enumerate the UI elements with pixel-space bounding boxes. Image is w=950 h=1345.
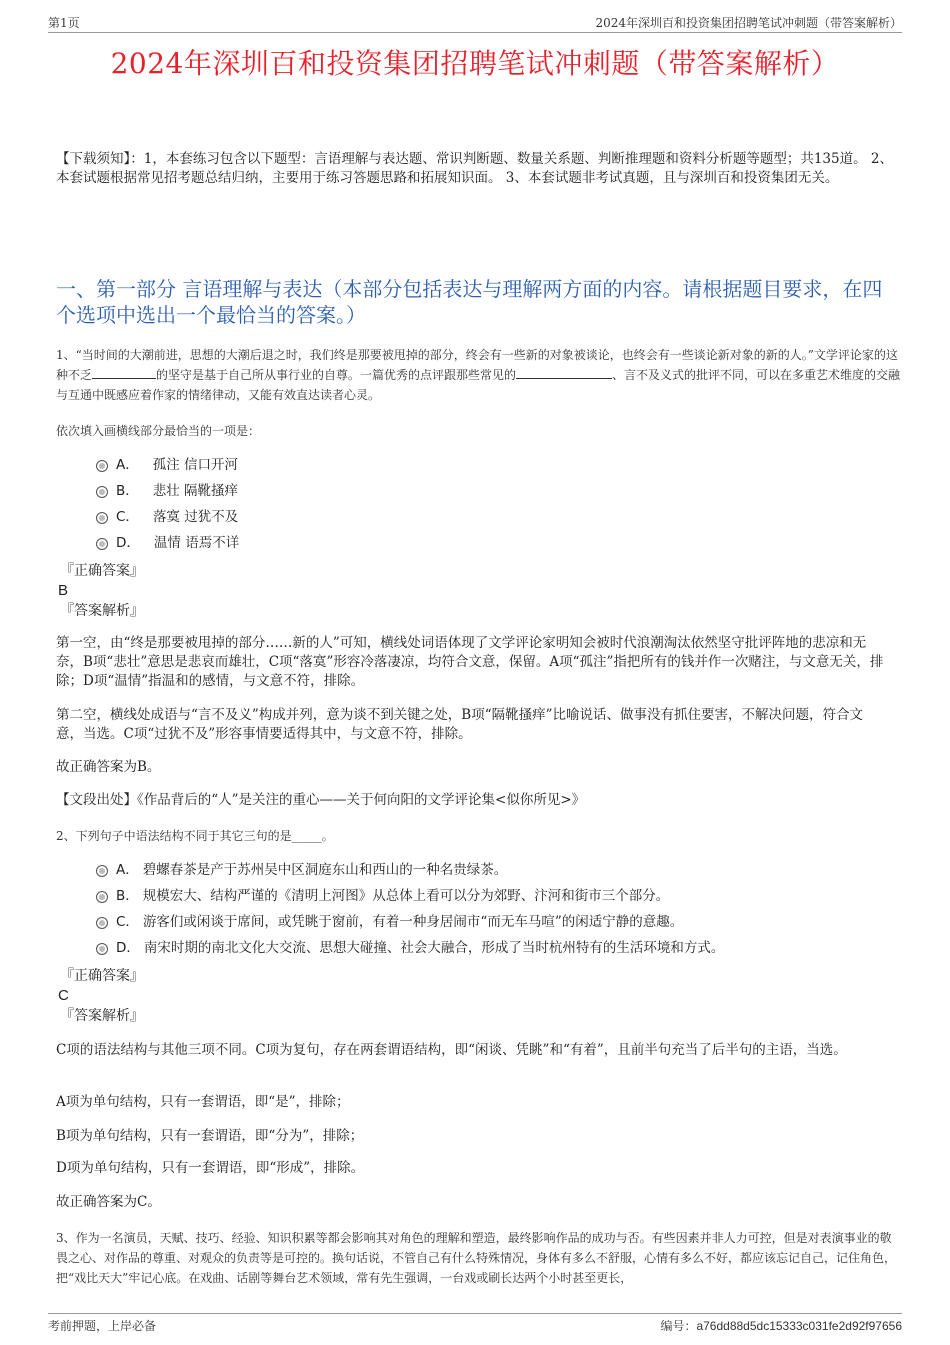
question-1-stem: 1、“当时间的大潮前进，思想的大潮后退之时，我们终是那要被甩掉的部分，终会有一些新的对象被谈论，也终会有一些谈论新对象的新的人。”文学评论家的这种不乏 的坚守是基于自己所从事行业的自尊。一篇优秀的点评跟那些常见的 、言不及义式的批评不同，可以在多重艺术维度的交融与互通中既感应着作家的情绪律动，又能有效直达读者心灵。 (56, 348, 901, 402)
question-2-analysis-2: A项为单句结构，只有一套谓语，即“是”，排除； (56, 1094, 350, 1110)
question-2-analysis-label: 『答案解析』 (60, 1008, 144, 1024)
question-2-analysis-3: B项为单句结构，只有一套谓语，即“分为”，排除； (56, 1128, 364, 1144)
question-2-conclusion: 故正确答案为C。 (56, 1194, 161, 1210)
page-header (48, 14, 902, 33)
question-2-option-b[interactable]: B． 规模宏大、结构严谨的《清明上河图》从总体上看可以分为郊野、汴河和街市三个部分。 (96, 885, 669, 907)
question-1-option-b[interactable]: B． 悲壮 隔靴搔痒 (96, 480, 238, 502)
question-2-analysis-1: C项的语法结构与其他三项不同。C项为复句，存在两套谓语结构，即“闲谈、凭眺”和“有着”，且前半句充当了后半句的主语，当选。 (56, 1042, 847, 1058)
page-footer (48, 1313, 902, 1333)
page-number: 第1页 (48, 16, 80, 30)
radio-icon[interactable] (96, 865, 108, 877)
question-2-analysis-4: D项为单句结构，只有一套谓语，即“形成”，排除。 (56, 1160, 365, 1176)
radio-icon[interactable] (96, 943, 108, 955)
blank-1 (92, 366, 156, 379)
question-2-answer-label: 『正确答案』 (60, 968, 144, 984)
question-3-stem: 3、作为一名演员，天赋、技巧、经验、知识积累等都会影响其对角色的理解和塑造，最终影响作品的成功与否。有些因素并非人力可控，但是对表演事业的敬畏之心、对作品的尊重、对观众的负责等是可控的。换句话说，不管自己有什么特殊情况，身体有多么不舒服，心情有多么不好，都应该忘记自己，记住角色，把“戏比天大”牢记心底。在戏曲、话剧等舞台艺术领域，常有先生强调，一台戏或刷长达两个小时甚至更长， (56, 1231, 897, 1285)
question-1-option-d[interactable]: D． 温情 语焉不详 (96, 532, 239, 554)
radio-icon[interactable] (96, 891, 108, 903)
question-2-answer: C (58, 987, 69, 1004)
question-1-option-a[interactable]: A． 孤注 信口开河 (96, 454, 238, 476)
question-1-source: 【文段出处】《作品背后的“人”是关注的重心——关于何向阳的文学评论集<似你所见>》 (56, 792, 586, 808)
question-2-option-c[interactable]: C． 游客们或闲谈于席间，或凭眺于窗前，有着一种身居闹市“而无车马喧”的闲适宁静的意趣。 (96, 911, 683, 933)
radio-icon[interactable] (96, 538, 108, 550)
blank-2 (516, 366, 612, 379)
download-notice: 【下载须知】：1，本套练习包含以下题型：言语理解与表达题、常识判断题、数量关系题、判断推理题和资料分析题等题型；共135道。 2、本套试题根据常见招考题总结归纳，主要用于练习答题思路和拓展知识面。 3、本套试题非考试真题，且与深圳百和投资集团无关。 (56, 151, 893, 186)
section-heading: 一、第一部分 言语理解与表达（本部分包括表达与理解两方面的内容。请根据题目要求，在四个选项中选出一个最恰当的答案。） (56, 277, 883, 327)
question-2-option-a[interactable]: A． 碧螺春茶是产于苏州吴中区洞庭东山和西山的一种名贵绿茶。 (96, 859, 507, 881)
footer-slogan: 考前押题，上岸必备 (48, 1319, 157, 1333)
page-title: 2024年深圳百和投资集团招聘笔试冲刺题（带答案解析） (110, 47, 840, 80)
footer-code: 编号：a76dd88d5dc15333c031fe2d92f97656 (660, 1319, 902, 1333)
radio-icon[interactable] (96, 460, 108, 472)
question-1-answer: B (58, 582, 69, 599)
question-2-option-d[interactable]: D． 南宋时期的南北文化大交流、思想大碰撞、社会大融合，形成了当时杭州特有的生活环境和方式。 (96, 937, 724, 959)
question-1-analysis-1: 第一空，由“终是那要被甩掉的部分……新的人”可知，横线处词语体现了文学评论家明知会被时代浪潮淘汰依然坚守批评阵地的悲凉和无奈，B项“悲壮”意思是悲哀而雄壮，C项“落寞”形容冷落凄凉，均符合文意，保留。A项“孤注”指把所有的钱并作一次赌注，与文意无关，排除；D项“温情”指温和的感情，与文意不符，排除。 (56, 635, 884, 689)
question-1-instruction: 依次填入画横线部分最恰当的一项是： (56, 424, 261, 438)
header-doc-title: 2024年深圳百和投资集团招聘笔试冲刺题（带答案解析） (595, 16, 902, 30)
question-1-analysis-label: 『答案解析』 (60, 603, 144, 619)
question-2-stem: 2、下列句子中语法结构不同于其它三句的是_____。 (56, 829, 334, 843)
question-1-option-c[interactable]: C． 落寞 过犹不及 (96, 506, 238, 528)
question-1-answer-label: 『正确答案』 (60, 563, 144, 579)
radio-icon[interactable] (96, 512, 108, 524)
radio-icon[interactable] (96, 917, 108, 929)
question-1-conclusion: 故正确答案为B。 (56, 759, 161, 775)
radio-icon[interactable] (96, 486, 108, 498)
question-1-analysis-2: 第二空，横线处成语与“言不及义”构成并列，意为谈不到关键之处，B项“隔靴搔痒”比喻说话、做事没有抓住要害，不解决问题，符合文意，当选。C项“过犹不及”形容事情要适得其中，与文意不符，排除。 (56, 707, 864, 742)
